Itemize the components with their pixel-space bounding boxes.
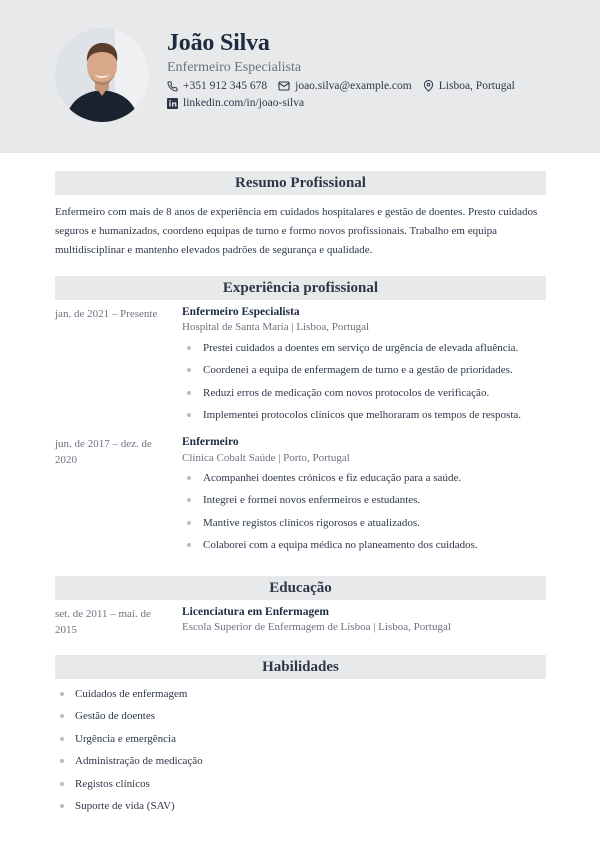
- skill-item: Administração de medicação: [60, 750, 203, 772]
- skill-item: Gestão de doentes: [60, 705, 203, 727]
- skills-list: [60, 683, 203, 817]
- linkedin-text: linkedin.com/in/joao-silva: [183, 97, 305, 109]
- phone-text: +351 912 345 678: [183, 80, 268, 92]
- phone-icon: [167, 81, 178, 92]
- contact-location: [423, 80, 515, 92]
- education-degree: Licenciatura em Enfermagem: [182, 606, 329, 618]
- linkedin-icon: [167, 98, 178, 109]
- contact-row-secondary: [167, 97, 315, 109]
- job-title: Enfermeiro: [182, 436, 239, 448]
- contact-phone[interactable]: [167, 80, 267, 92]
- job-bullet: Integrei e formei novos enfermeiros e estudantes.: [187, 489, 478, 511]
- contact-linkedin[interactable]: [167, 97, 304, 109]
- skill-item: Suporte de vida (SAV): [60, 795, 203, 817]
- candidate-name: João Silva: [167, 30, 270, 56]
- job-employer: Clínica Cobalt Saúde | Porto, Portugal: [182, 452, 350, 464]
- education-date: set. de 2011 – mai. de 2015: [55, 608, 151, 636]
- section-heading-education: Educação: [55, 576, 546, 600]
- job-title: Enfermeiro Especialista: [182, 306, 300, 318]
- job-date: jun. de 2017 – dez. de 2020: [55, 438, 152, 466]
- skill-item: Urgência e emergência: [60, 728, 203, 750]
- mail-icon: [278, 81, 290, 91]
- contact-row-primary: [167, 80, 526, 92]
- job-bullets: [187, 337, 521, 426]
- location-text: Lisboa, Portugal: [438, 80, 515, 92]
- profile-photo: [55, 28, 149, 122]
- job-bullet: Acompanhei doentes crónicos e fiz educação para a saúde.: [187, 467, 478, 489]
- education-school: Escola Superior de Enfermagem de Lisboa | Lisboa, Portugal: [182, 621, 451, 633]
- section-heading-experience: Experiência profissional: [55, 276, 546, 300]
- skill-item: Cuidados de enfermagem: [60, 683, 203, 705]
- section-heading-summary: Resumo Profissional: [55, 171, 546, 195]
- map-pin-icon: [423, 80, 434, 92]
- contact-email[interactable]: [278, 80, 412, 92]
- job-date: jan. de 2021 – Presente: [55, 308, 158, 320]
- job-bullet: Prestei cuidados a doentes em serviço de urgência de elevada afluência.: [187, 337, 521, 359]
- job-employer: Hospital de Santa Maria | Lisboa, Portugal: [182, 321, 370, 333]
- job-bullet: Coordenei a equipa de enfermagem de turno e a gestão de prioridades.: [187, 359, 521, 381]
- skill-item: Registos clínicos: [60, 773, 203, 795]
- person-photo-icon: [55, 28, 149, 122]
- resume-header: [0, 0, 600, 153]
- job-bullet: Mantive registos clínicos rigorosos e atualizados.: [187, 512, 478, 534]
- email-text: joao.silva@example.com: [295, 80, 412, 92]
- job-bullet: Reduzi erros de medicação com novos protocolos de verificação.: [187, 382, 521, 404]
- section-heading-skills: Habilidades: [55, 655, 546, 679]
- job-bullet: Implementei protocolos clínicos que melhoraram os tempos de resposta.: [187, 404, 521, 426]
- summary-text: Enfermeiro com mais de 8 anos de experiência em cuidados hospitalares e gestão de doentes. Presto cuidados seguros e humanizados, coordeno equipas de turno e formo novos profissionais. Trabalho em equipa multidisciplinar e mantenho elevados padrões de segurança e qualidade.: [55, 206, 538, 256]
- job-bullet: Colaborei com a equipa médica no planeamento dos cuidados.: [187, 534, 478, 556]
- candidate-role: Enfermeiro Especialista: [167, 60, 302, 75]
- job-bullets: [187, 467, 478, 556]
